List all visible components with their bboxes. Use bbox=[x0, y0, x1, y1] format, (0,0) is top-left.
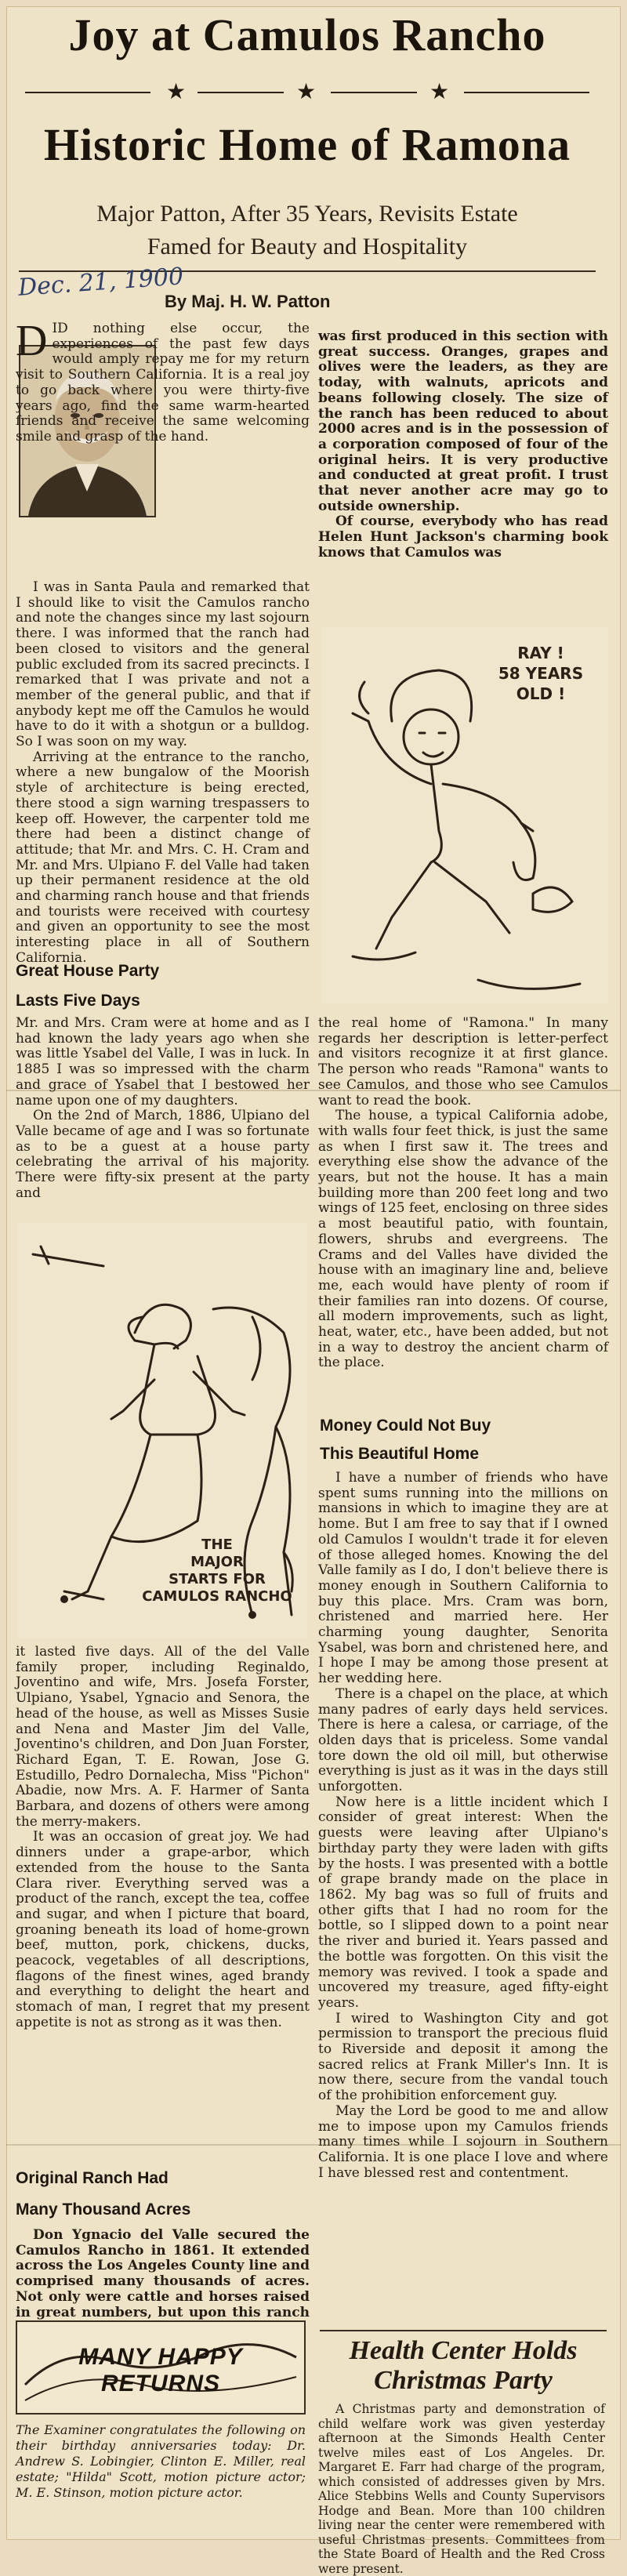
money-paragraph-1: I have a number of friends who have spent sums running into the millions on mansions in which to imagine they are at home. But I am free to say that if I owned old Camulos I wouldn't trade it for eleven of those alleged homes. Knowing the del Valle family as I do, I don't believe there is money enough in Southern California to buy this place. Mrs. Cram was born, christened and married here. Her charming young daughter, Senorita Ysabel, was born and christened here, and I hope I may be among those present at her wedding here. bbox=[318, 1470, 608, 1687]
caption-line: MAJOR bbox=[190, 1554, 244, 1570]
caption-line: STARTS FOR bbox=[169, 1571, 266, 1587]
subhead-original-ranch-line1: Original Ranch Had bbox=[16, 2169, 169, 2187]
birthday-notice: The Examiner congratulates the following on their birthday anniversaries today: Dr. Andrew S. Lobingier, Clinton E. Miller, real estate; "Hilda" Scott, motion picture actor; M. E. Stinson, motion picture actor. bbox=[16, 2422, 306, 2500]
article-right-mid bbox=[318, 1016, 608, 1371]
deck-line2: Famed for Beauty and Hospitality bbox=[147, 234, 468, 259]
party-paragraph-1: Mr. and Mrs. Cram were at home and as I had known the lady years ago when she was little Ysabel del Valle, I was in luck. In 1885 I was so impressed with the charm and grace of Ysabel that I bestowed her name upon one of my daughters. bbox=[16, 1015, 310, 1108]
ornament-rule bbox=[331, 92, 417, 93]
deck bbox=[9, 198, 605, 263]
article-intro-cont bbox=[16, 580, 310, 967]
byline: By Maj. H. W. Patton bbox=[165, 292, 331, 311]
health-paragraph: A Christmas party and demonstration of child welfare work was given yesterday afternoon at the Simonds Health Center twelve miles east of Los Angeles. Dr. Margaret E. Farr had charge of the program, which consisted of addresses given by Mrs. Alice Stebbins Wells and County Supervisors Hodge and Bean. More than 100 children living near the center were remembered with useful Christmas presents. Committees from the State Board of Health and the Red Cross were present. bbox=[318, 2402, 605, 2576]
speech-line: OLD ! bbox=[516, 684, 566, 703]
subhead-house-party-line1: Great House Party bbox=[16, 962, 160, 980]
right-paragraph-2: Of course, everybody who has read Helen Hunt Jackson's charming book knows that Camulos was bbox=[318, 513, 608, 561]
caption-line: CAMULOS RANCHO bbox=[142, 1588, 292, 1605]
subhead-original-ranch-line2: Many Thousand Acres bbox=[16, 2200, 191, 2219]
article-money bbox=[318, 1471, 608, 2181]
star-icon: ★ bbox=[296, 78, 317, 104]
right-paragraph-1: was first produced in this section with great success. Oranges, grapes and olives were the leaders, as they are today, with walnuts, apricots and beans following closely. The size of the ranch has been reduced to about 2000 acres and is in the possession of a corporation composed of four of the original heirs. It is very productive and conducted at great profit. I trust that never another acre may go to outside ownership. bbox=[318, 328, 608, 514]
cartoon-caption bbox=[135, 1537, 299, 1605]
ray-cartoon bbox=[321, 627, 608, 1003]
dropcap: D bbox=[16, 317, 48, 365]
fold-line bbox=[6, 2144, 621, 2146]
article-intro bbox=[16, 317, 310, 445]
money-paragraph-2: There is a chapel on the place, at which many padres of early days held services. There is here a calesa, or carriage, of the olden days that is priceless. Some vandal tore down the old oil mill, but otherwise everything is just as it was in the days still unforgotten. bbox=[318, 1685, 608, 1795]
speech-line: RAY ! bbox=[517, 644, 564, 662]
speech-line: 58 YEARS bbox=[498, 664, 584, 683]
party-paragraph-3: it lasted five days. All of the del Valle family proper, including Reginaldo, Joventino and wife, Mrs. Josefa Forster, Ulpiano, Ysabel, Ygnacio and Senora, the head of the house, as well as Misses Susie and Nena and Master Jim del Valle, Joventino's children, and Don Juan Forster, Richard Egan, T. E. Rowan, Jose G. Estudillo, Pedro Dornalecha, Miss "Pichon" Abadie, now Mrs. A. F. Harmer of Santa Barbara, and dozens of others were among the merry-makers. bbox=[16, 1644, 310, 1830]
health-center-article bbox=[318, 2402, 605, 2576]
health-title-line1: Health Center Holds bbox=[349, 2336, 578, 2365]
subhead-money-line1: Money Could Not Buy bbox=[320, 1417, 491, 1435]
handwritten-date: Dec. 21, 1900 bbox=[17, 263, 185, 302]
subhead-house-party bbox=[16, 961, 159, 1011]
deck-line1: Major Patton, After 35 Years, Revisits Estate bbox=[96, 201, 518, 227]
subhead-house-party-line2: Lasts Five Days bbox=[16, 992, 140, 1010]
article-house-party-cont bbox=[16, 1645, 310, 2031]
fold-line bbox=[6, 1090, 621, 1091]
caption-line: THE bbox=[201, 1537, 233, 1553]
article-right-top bbox=[318, 329, 608, 561]
intro-paragraph-2: I was in Santa Paula and remarked that I should like to visit the Camulos rancho and note the changes since my last sojourn there. I was informed that the ranch had been closed to visitors and the general public excluded from its sacred precincts. I remarked that I was private and not a member of the general public, and that if anybody kept me off the Camulos he would have to do it with a shotgun or a bulldog. So I was soon on my way. bbox=[16, 579, 310, 750]
headline-ornament bbox=[9, 78, 605, 107]
star-icon: ★ bbox=[429, 78, 450, 104]
cartoon-speech bbox=[478, 643, 603, 704]
money-paragraph-4: I wired to Washington City and got permission to transport the precious fluid to Riverside and deposit it among the sacred relics at Frank Miller's Inn. It is now there, secure from the vandal touch of the prohibition enforcement guy. bbox=[318, 2010, 608, 2104]
article-house-party bbox=[16, 1016, 310, 1201]
ornament-rule-left bbox=[25, 92, 150, 93]
ranch-paragraph: Don Ygnacio del Valle secured the Camulos Rancho in 1861. It extended across the Los Angeles County line and comprised many thousands of acres. Not only were cattle and horses raised in great numbers, but upon this ranch bbox=[16, 2227, 310, 2320]
intro-paragraph-1: ID nothing else occur, the experiences of the past few days would amply repay me for my return visit to Southern California. It is a real joy to go back where you were thirty-five years ago, find the same warm-hearted friends and receive the same welcoming smile and grasp of the hand. bbox=[16, 321, 310, 444]
party-paragraph-2: On the 2nd of March, 1886, Ulpiano del Valle became of age and I was so fortunate as to be a guest at a house party celebrating the arrival of his majority. There were fifty-six present at the party and bbox=[16, 1108, 310, 1201]
health-title-line2: Christmas Party bbox=[374, 2366, 553, 2395]
subhead-money bbox=[320, 1416, 491, 1464]
right-paragraph-3: the real home of "Ramona." In many regards her description is letter-perfect and visitors recognize it at first glance. The person who reads "Ramona" wants to see Camulos, and those who see Camulos want to read the book. bbox=[318, 1015, 608, 1108]
ornament-rule-right bbox=[464, 92, 589, 93]
headline-line2: Historic Home of Ramona bbox=[43, 119, 571, 170]
right-paragraph-4: The house, a typical California adobe, with walls four feet thick, is just the same as when I first saw it. The trees and everything else show the advance of the years, but not the house. It has a main building more than 200 feet long and two wings of 125 feet, enclosing on three sides a most beautiful patio, with fountain, flowers, shrubs and evergreens. The Crams and del Valles have divided the house with an imaginary line and, believe me, each would have plenty of room if their families ran into dozens. Of course, all modern improvements, such as light, heat, water, etc., have been added, but not in a way to destroy the ancient charm of the place. bbox=[318, 1108, 608, 1371]
star-icon: ★ bbox=[166, 78, 187, 104]
birthday-banner bbox=[16, 2320, 306, 2415]
health-rule bbox=[320, 2330, 607, 2331]
birthday-banner-text: MANY HAPPY RETURNS bbox=[78, 2344, 243, 2396]
major-cartoon bbox=[17, 1223, 307, 1638]
subhead-money-line2: This Beautiful Home bbox=[320, 1445, 480, 1463]
ornament-rule bbox=[198, 92, 284, 93]
health-center-title bbox=[320, 2336, 607, 2396]
headline-line1: Joy at Camulos Rancho bbox=[68, 9, 546, 60]
money-paragraph-5: May the Lord be good to me and allow me to impose upon my Camulos friends many times while I sojourn in Southern California. It is one place I love and where I have blessed rest and contentment. bbox=[318, 2103, 608, 2181]
intro-paragraph-3: Arriving at the entrance to the rancho, where a new bungalow of the Moorish style of architecture is being erected, there stood a sign warning trespassers to keep off. However, the carpenter told me there had been a distinct change of attitude; that Mr. and Mrs. C. H. Cram and Mr. and Mrs. Ulpiano F. del Valle had taken up their permanent residence at the old and charming ranch house and that friends and tourists were received with courtesy and given an opportunity to see the most interesting place in all of Southern California. bbox=[16, 749, 310, 966]
money-paragraph-3: Now here is a little incident which I consider of great interest: When the guests were leaving after Ulpiano's birthday party they were laden with gifts by the hosts. I was presented with a bottle of grape brandy made on the place in 1862. My bag was so full of fruits and other gifts that I had no room for the bottle, so I slipped down to a point near the river and buried it. Years passed and the bottle was forgotten. On this visit the memory was revived. I took a spade and uncovered my treasure, aged fifty-eight years. bbox=[318, 1794, 608, 2011]
subhead-original-ranch bbox=[16, 2168, 190, 2220]
party-paragraph-4: It was an occasion of great joy. We had dinners under a grape-arbor, which extended from the house to the Santa Clara river. Everything served was a product of the ranch, except the tea, coffee and sugar, and when I picture that board, groaning beneath its load of home-grown beef, mutton, pork, chickens, ducks, peacock, vegetables of all descriptions, flagons of the finest wines, aged brandy and everything to delight the heart and stomach of man, I regret that my present appetite is not as strong as it was then. bbox=[16, 1829, 310, 2030]
